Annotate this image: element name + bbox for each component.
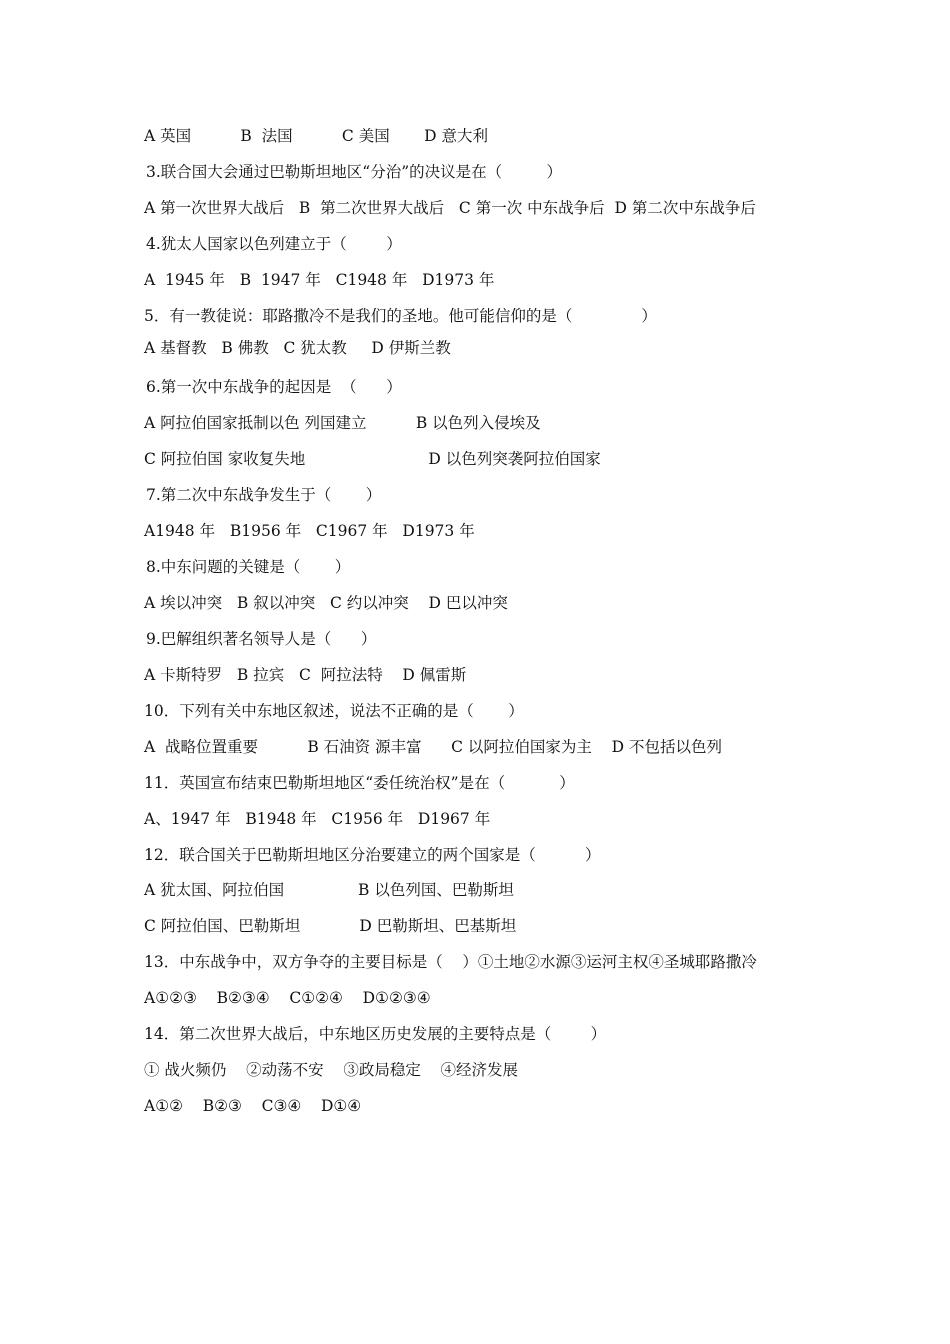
q13-options: A①②③ B②③④ C①②④ D①②③④: [144, 989, 431, 1007]
q2-options: A 英国 B 法国 C 美国 D 意大利: [144, 127, 489, 145]
q12-stem: 12．联合国关于巴勒斯坦地区分治要建立的两个国家是（ ）: [144, 846, 601, 864]
q3-stem: 3.联合国大会通过巴勒斯坦地区“分治”的决议是在（ ）: [146, 163, 562, 181]
q4-stem: 4.犹太人国家以色列建立于（ ）: [146, 235, 402, 253]
q9-stem: 9.巴解组织著名领导人是（ ）: [146, 630, 377, 648]
q6-options-cd: C 阿拉伯国 家收复失地 D 以色列突袭阿拉伯国家: [144, 450, 601, 468]
q5-options: A 基督教 B 佛教 C 犹太教 D 伊斯兰教: [144, 339, 451, 357]
q6-options-ab: A 阿拉伯国家抵制以色 列国建立 B 以色列入侵埃及: [144, 414, 541, 432]
q13-stem: 13．中东战争中，双方争夺的主要目标是（ ）①土地②水源③运河主权④圣城耶路撒冷: [144, 953, 757, 971]
q11-stem: 11．英国宣布结束巴勒斯坦地区“委任统治权”是在（ ）: [144, 774, 575, 792]
q12-options-cd: C 阿拉伯国、巴勒斯坦 D 巴勒斯坦、巴基斯坦: [144, 917, 517, 935]
q14-options: A①② B②③ C③④ D①④: [144, 1097, 362, 1115]
q6-stem: 6.第一次中东战争的起因是 （ ）: [146, 378, 402, 396]
q4-options: A 1945 年 B 1947 年 C1948 年 D1973 年: [144, 271, 495, 289]
q10-stem: 10．下列有关中东地区叙述，说法不正确的是（ ）: [144, 702, 524, 720]
q10-options: A 战略位置重要 B 石油资 源丰富 C 以阿拉伯国家为主 D 不包括以色列: [144, 738, 722, 756]
q8-options: A 埃以冲突 B 叙以冲突 C 约以冲突 D 巴以冲突: [144, 594, 508, 612]
q8-stem: 8.中东问题的关键是（ ）: [146, 558, 351, 576]
q7-options: A1948 年 B1956 年 C1967 年 D1973 年: [144, 522, 475, 540]
q5-stem: 5．有一教徒说：耶路撒冷不是我们的圣地。他可能信仰的是（ ）: [144, 307, 657, 325]
q14-stem: 14．第二次世界大战后，中东地区历史发展的主要特点是（ ）: [144, 1025, 607, 1043]
q9-options: A 卡斯特罗 B 拉宾 C 阿拉法特 D 佩雷斯: [144, 666, 467, 684]
q7-stem: 7.第二次中东战争发生于（ ）: [146, 486, 382, 504]
q14-statements: ① 战火频仍 ②动荡不安 ③政局稳定 ④经济发展: [144, 1061, 519, 1079]
q12-options-ab: A 犹太国、阿拉伯国 B 以色列国、巴勒斯坦: [144, 881, 514, 899]
q3-options: A 第一次世界大战后 B 第二次世界大战后 C 第一次 中东战争后 D 第二次中东战争后: [144, 199, 756, 217]
q11-options: A、1947 年 B1948 年 C1956 年 D1967 年: [144, 810, 491, 828]
